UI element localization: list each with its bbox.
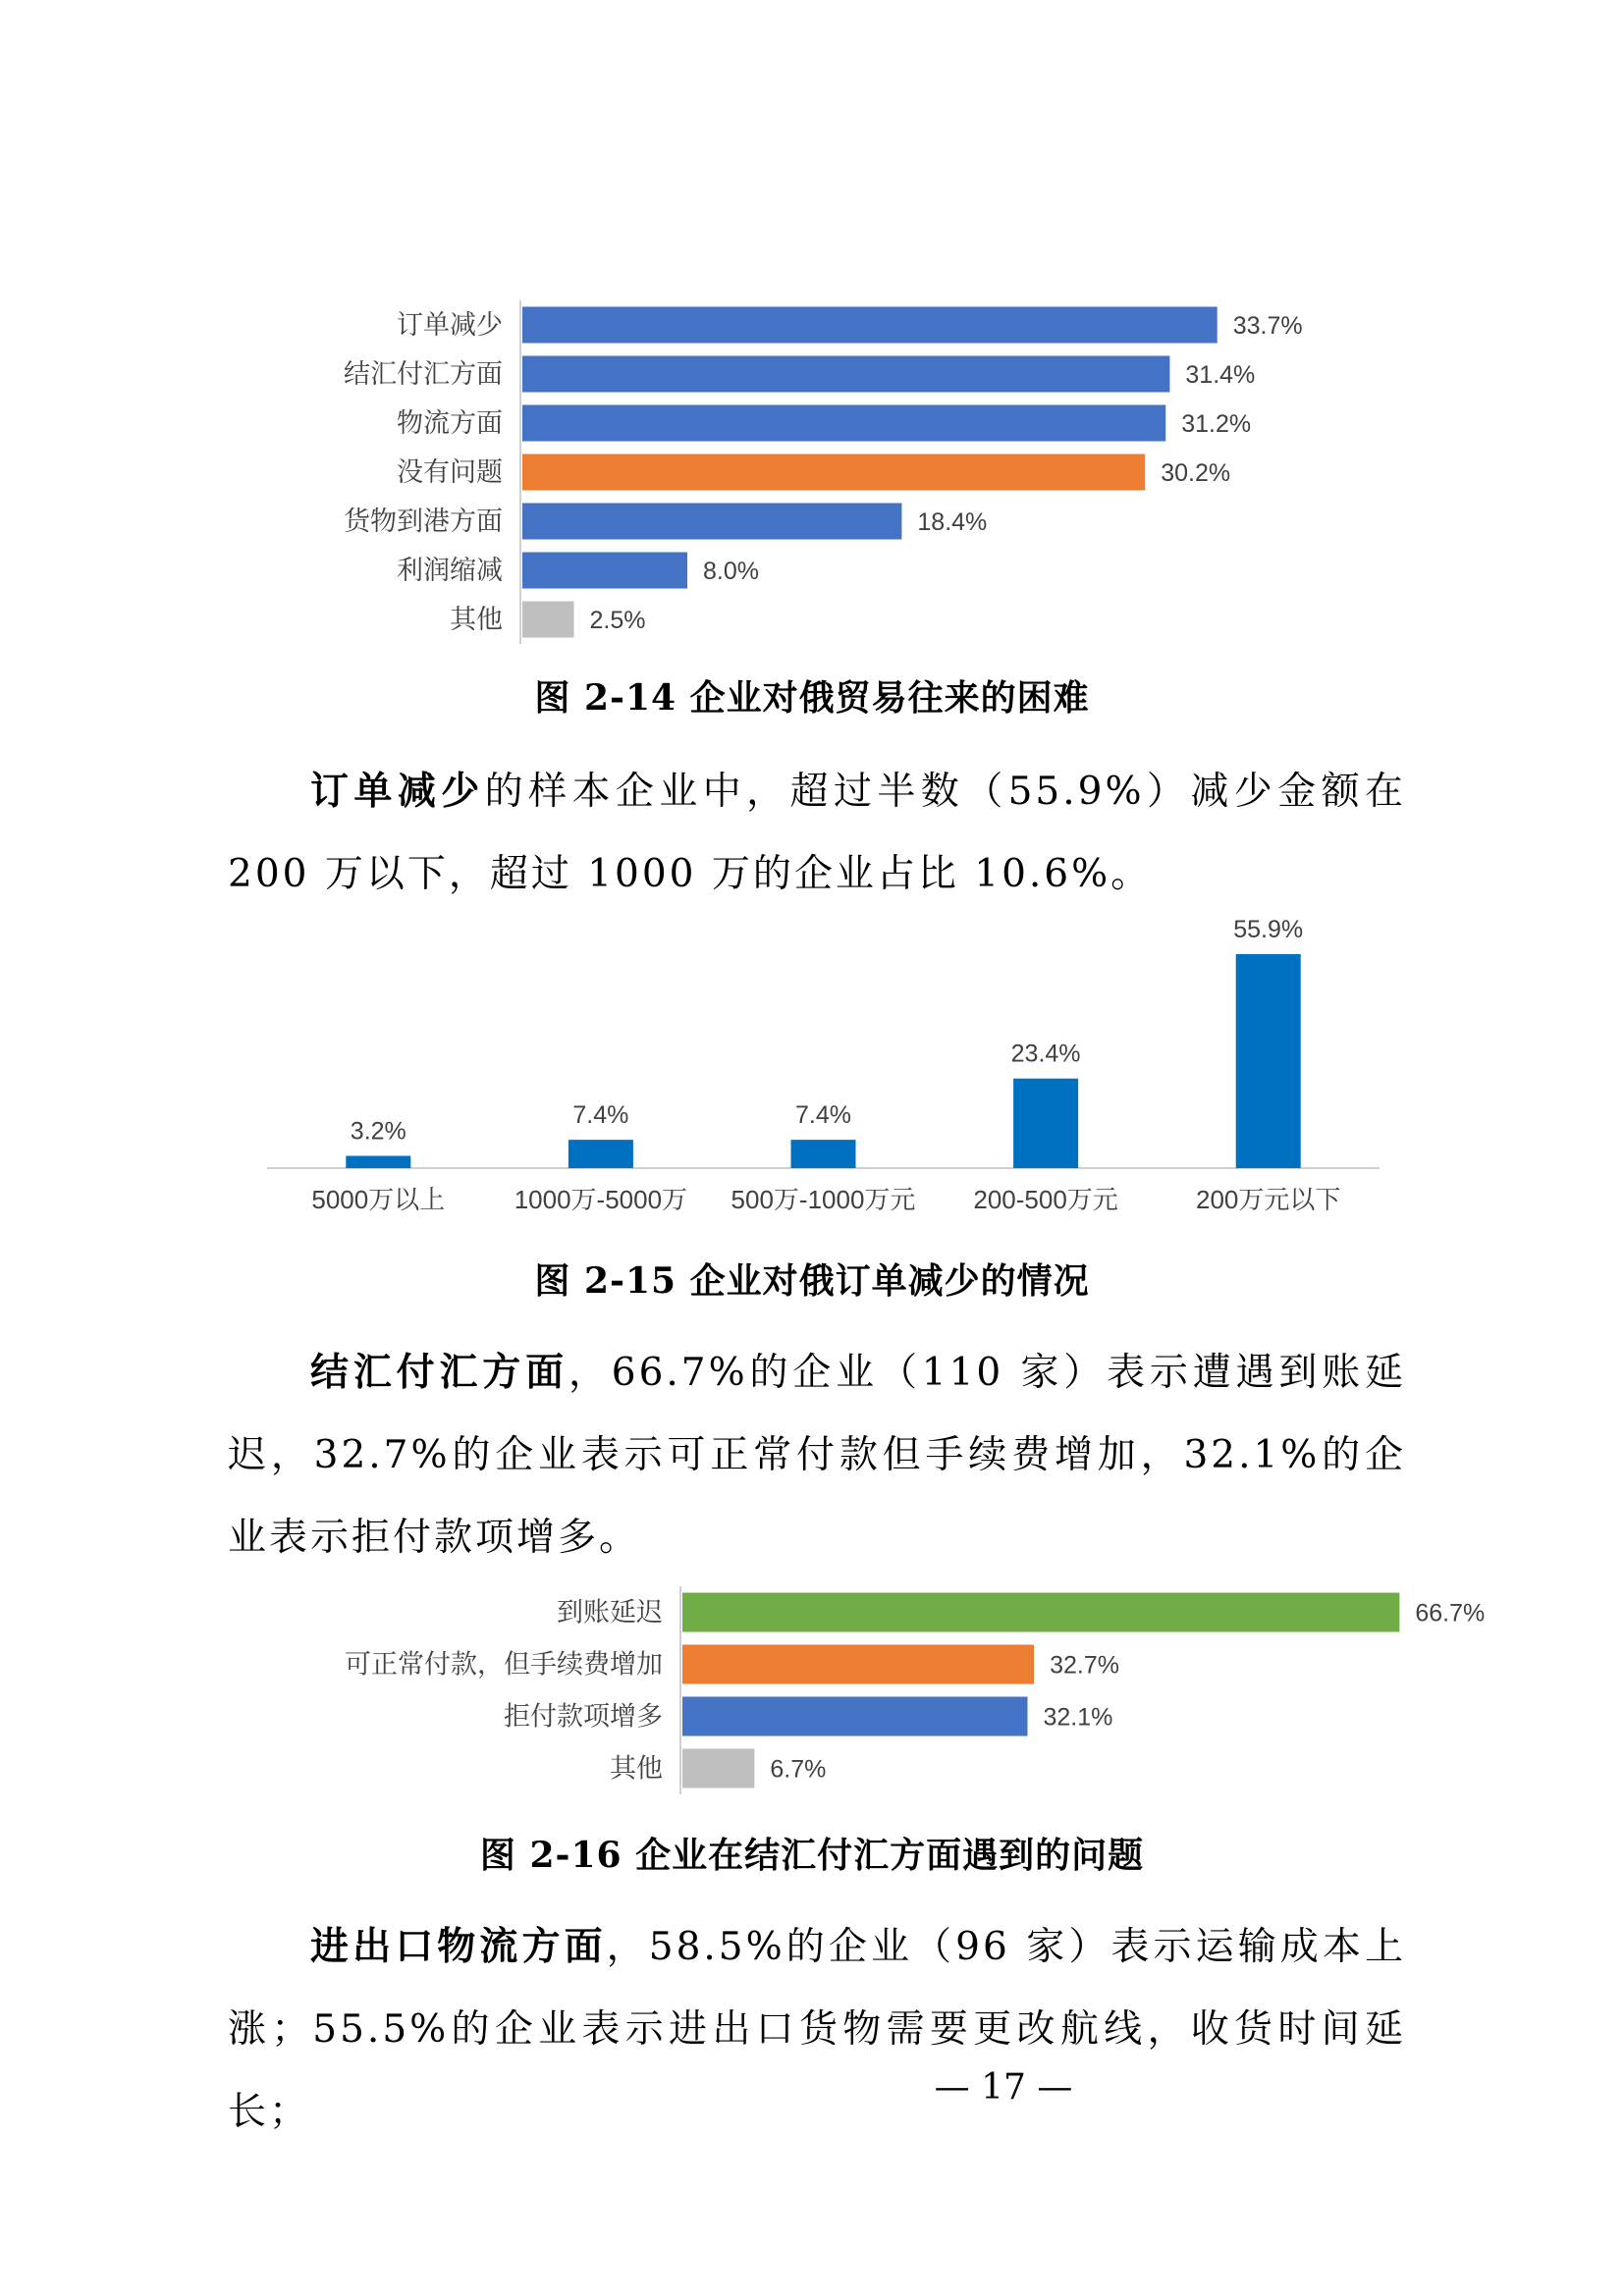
paragraph-settlement <box>228 1332 1406 1579</box>
data-label: 31.2% <box>1181 410 1252 438</box>
bar <box>522 602 574 638</box>
bar <box>682 1593 1399 1632</box>
paragraph-heading-order-reduction: 订单减少 <box>310 770 485 814</box>
category-label: 结汇付汇方面 <box>344 359 503 389</box>
category-label: 200万元以下 <box>1196 1185 1341 1214</box>
bar <box>522 553 687 589</box>
data-label: 30.2% <box>1161 459 1231 487</box>
bar <box>682 1645 1034 1684</box>
bar <box>522 307 1218 344</box>
paragraph-text-order-reduction: 的样本企业中，超过半数（55.9%）减少金额在 200 万以下，超过 1000 万的企业占比 10.6%。 <box>228 770 1406 896</box>
bar <box>682 1697 1027 1736</box>
bar <box>522 454 1145 491</box>
bar <box>682 1749 754 1789</box>
data-label: 55.9% <box>1233 915 1304 943</box>
column <box>346 1156 410 1168</box>
data-label: 23.4% <box>1010 1040 1081 1068</box>
category-label: 没有问题 <box>397 457 503 487</box>
chart-2-16-settlement-problems <box>345 1586 1485 1794</box>
figure-caption-2-16: 图 2-16 企业在结汇付汇方面遇到的问题 <box>479 1835 1145 1876</box>
bar <box>522 405 1165 442</box>
data-label: 32.1% <box>1043 1703 1113 1732</box>
category-label: 500万-1000万元 <box>731 1185 916 1214</box>
category-label: 订单减少 <box>397 310 503 340</box>
category-label: 到账延迟 <box>557 1597 663 1628</box>
chart-2-15-order-reduction <box>267 916 1380 1214</box>
data-label: 66.7% <box>1415 1599 1486 1628</box>
category-label: 其他 <box>610 1753 663 1784</box>
data-label: 18.4% <box>917 508 988 536</box>
page-number: — 17 — <box>934 2067 1073 2108</box>
column <box>1236 954 1301 1168</box>
data-label: 33.7% <box>1232 312 1303 340</box>
data-label: 7.4% <box>795 1101 851 1130</box>
column <box>791 1140 856 1168</box>
figure-caption-2-14: 图 2-14 企业对俄贸易往来的困难 <box>534 677 1090 719</box>
paragraph-text-settlement: ，66.7%的企业（110 家）表示遭遇到账延迟，32.7%的企业表示可正常付款但手续费增加，32.1%的企业表示拒付款项增多。 <box>228 1351 1406 1560</box>
bar <box>522 356 1169 393</box>
category-label: 200-500万元 <box>973 1185 1118 1214</box>
category-label: 货物到港方面 <box>344 507 503 536</box>
category-label: 5000万以上 <box>311 1185 446 1214</box>
paragraph-heading-logistics: 进出口物流方面 <box>310 1925 607 1969</box>
column <box>1013 1079 1078 1168</box>
paragraph-heading-settlement: 结汇付汇方面 <box>310 1351 568 1395</box>
data-label: 6.7% <box>770 1755 827 1784</box>
data-label: 31.4% <box>1185 361 1256 389</box>
data-label: 32.7% <box>1050 1651 1119 1680</box>
column <box>568 1140 633 1168</box>
category-label: 物流方面 <box>397 408 503 438</box>
category-label: 可正常付款，但手续费增加 <box>345 1649 663 1680</box>
data-label: 7.4% <box>572 1101 629 1130</box>
paragraph-order-reduction <box>228 751 1406 916</box>
paragraph-text-logistics: ，58.5%的企业（96 家）表示运输成本上涨；55.5%的企业表示进出口货物需要更改航线，收货时间延长； <box>228 1925 1406 2134</box>
category-label: 1000万-5000万 <box>514 1185 688 1214</box>
chart-2-14-trade-difficulties <box>344 300 1303 644</box>
data-label: 8.0% <box>703 558 759 585</box>
paragraph-logistics <box>228 1906 1406 2154</box>
data-label: 2.5% <box>589 607 646 634</box>
category-label: 拒付款项增多 <box>504 1701 663 1732</box>
category-label: 其他 <box>450 605 503 634</box>
figure-caption-2-15: 图 2-15 企业对俄订单减少的情况 <box>534 1260 1090 1302</box>
category-label: 利润缩减 <box>397 556 503 585</box>
bar <box>522 504 901 540</box>
data-label: 3.2% <box>350 1117 406 1146</box>
